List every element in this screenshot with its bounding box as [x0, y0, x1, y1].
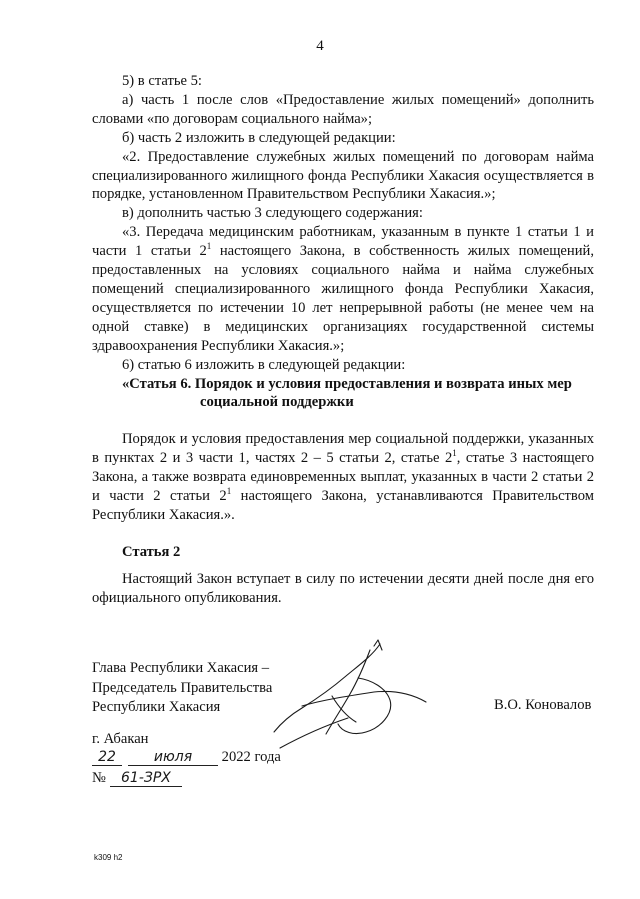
number-sign: №	[92, 770, 106, 786]
issue-date	[92, 749, 281, 766]
signatory-line-1: Глава Республики Хакасия –	[92, 660, 270, 676]
handwritten-signature	[262, 636, 432, 756]
law-number	[92, 770, 182, 787]
article-6-body	[92, 430, 594, 525]
item-5: 5) в статье 5:	[122, 73, 202, 89]
article-2-text: Настоящий Закон вступает в силу по истечении десяти дней после дня его официального опубликования.	[92, 570, 594, 606]
item-5b: б) часть 2 изложить в следующей редакции:	[122, 129, 396, 146]
item-5c: в) дополнить частью 3 следующего содержания:	[122, 205, 423, 222]
signatory-line-3: Республики Хакасия	[92, 699, 221, 715]
article-6-body-part1: Порядок и условия предоставления мер социальной поддержки, указанных в пунктах 2 и 3 части 1, частях 2 – 5 статьи 2, статье 2	[92, 431, 594, 467]
article-2-heading: Статья 2	[122, 543, 181, 560]
article-6-title: «Статья 6. Порядок и условия предоставления и возврата иных мер	[122, 375, 572, 392]
law-amendments-text	[92, 72, 594, 608]
item-6: 6) статью 6 изложить в следующей редакции:	[122, 356, 406, 373]
handwritten-month: июля	[128, 749, 218, 766]
issue-year: 2022 года	[221, 749, 281, 765]
article-6-title-cont: социальной поддержки	[200, 394, 354, 411]
article-6-body-part2: , статье 3 настоящего Закона, а также возврата единовременных выплат, указанных в части 2 статьи 2 и части 2 статьи 2	[92, 450, 594, 505]
item-5a: а) часть 1 после слов «Предоставление жилых помещений» дополнить словами «по договорам социального найма»;	[92, 91, 594, 127]
handwritten-day: 22	[92, 749, 122, 766]
item-5c-text-part1: «3. Передача медицинским работникам, указанным в пункте 1 статьи 1 и части 1 статьи 2	[92, 224, 594, 260]
superscript-1: 1	[206, 241, 212, 252]
handwritten-law-number: 61-ЗРХ	[110, 770, 182, 787]
item-5b-new-text: «2. Предоставление служебных жилых помещений по договорам найма специализированного жилищного фонда Республики Хакасия осуществляется в порядке, установленном Правительством Республики Хакасия.»;	[92, 148, 594, 203]
article-6-body-part3: настоящего Закона, устанавливаются Правительством Республики Хакасия.».	[92, 488, 594, 523]
superscript-1: 1	[226, 486, 232, 497]
item-5c-text-part2: настоящего Закона, в собственность жилых помещений, предоставленных на условиях социального найма и найма служебных помещений специализированного жилищного фонда Республики Хакасия, осуществляется по истечении 10 лет непрерывной работы (не менее чем на одной ставке) в медицинских организациях государственной системы здравоохранения Республики Хакасия.»;	[92, 243, 594, 354]
page-number: 4	[316, 38, 324, 54]
signatory-line-2: Председатель Правительства	[92, 679, 273, 696]
signatory-name: В.О. Коновалов	[494, 697, 592, 713]
issue-city: г. Абакан	[92, 731, 149, 747]
item-5c-new-text	[92, 223, 594, 355]
signatory-title	[92, 659, 272, 718]
footer-code: k309 h2	[94, 853, 123, 862]
superscript-1: 1	[452, 448, 457, 459]
